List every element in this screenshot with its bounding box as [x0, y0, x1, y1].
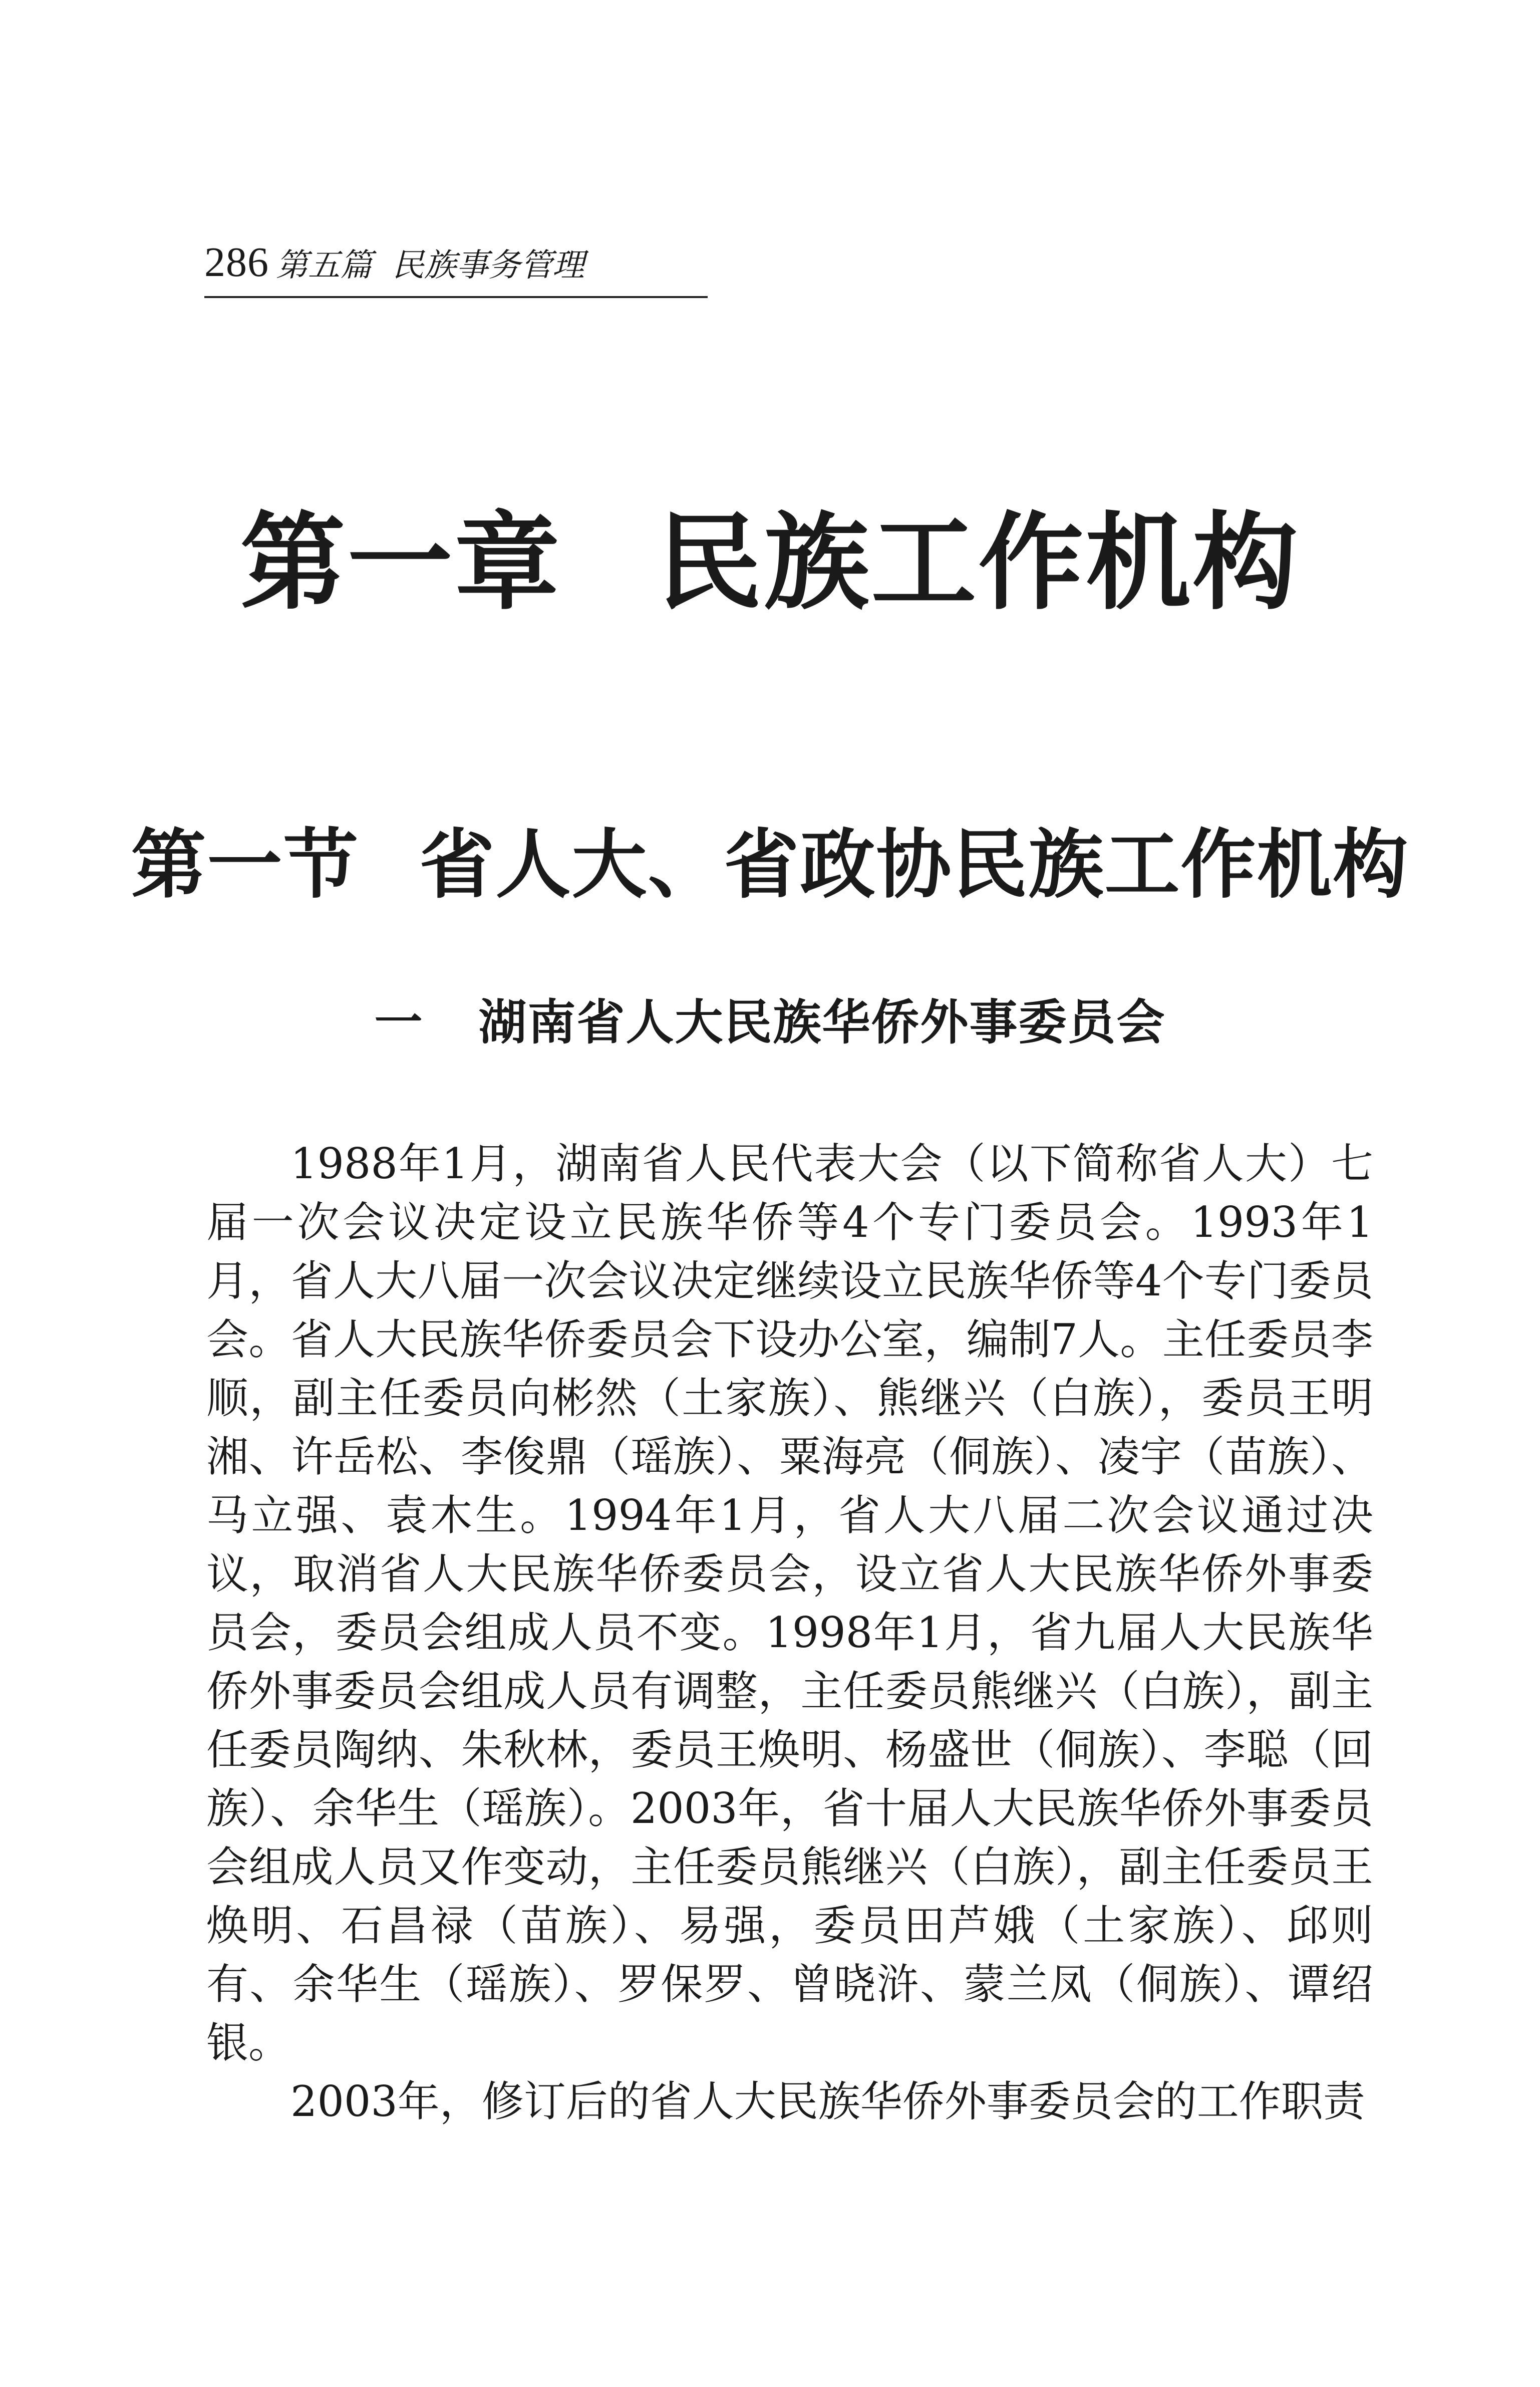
- section-heading: [0, 804, 1540, 912]
- paragraph: 2003年，修订后的省人大民族华侨外事委员会的工作职责: [290, 2077, 1365, 2126]
- section-title: 省人大、省政协民族工作机构: [419, 821, 1409, 909]
- chapter-title: 民族工作机构: [657, 500, 1300, 624]
- subsection-title: 湖南省人大民族华侨外事委员会: [478, 994, 1166, 1050]
- running-head: [204, 238, 708, 298]
- body-text: [206, 1135, 1373, 2131]
- subsection-number: 一: [374, 994, 424, 1050]
- page-number: 286: [204, 239, 269, 286]
- subsection-heading: [0, 984, 1540, 1053]
- section-number: 第一节: [131, 821, 360, 909]
- running-head-section: 民族事务管理: [392, 247, 584, 284]
- chapter-heading: [0, 478, 1540, 630]
- part-label: 第五篇: [276, 247, 372, 284]
- chapter-number: 第一章: [240, 500, 562, 624]
- paragraph: 1988年1月，湖南省人民代表大会（以下简称省人大）七届一次会议决定设立民族华侨等4个专门委员会。1993年1月，省人大八届一次会议决定继续设立民族华侨等4个专门委员会。省人大民族华侨委员会下设办公室，编制7人。主任委员李顺，副主任委员向彬然（土家族）、熊继兴（白族），委员王明湘、许岳松、李俊鼎（瑶族）、粟海亮（侗族）、凌宇（苗族）、马立强、袁木生。1994年1月，省人大八届二次会议通过决议，取消省人大民族华侨委员会，设立省人大民族华侨外事委员会，委员会组成人员不变。1998年1月，省九届人大民族华侨外事委员会组成人员有调整，主任委员熊继兴（白族），副主任委员陶纳、朱秋林，委员王焕明、杨盛世（侗族）、李聪（回族）、余华生（瑶族）。2003年，省十届人大民族华侨外事委员会组成人员又作变动，主任委员熊继兴（白族），副主任委员王焕明、石昌禄（苗族）、易强，委员田芦娥（土家族）、邱则有、余华生（瑶族）、罗保罗、曾晓浒、蒙兰凤（侗族）、谭绍银。: [206, 1139, 1373, 2067]
